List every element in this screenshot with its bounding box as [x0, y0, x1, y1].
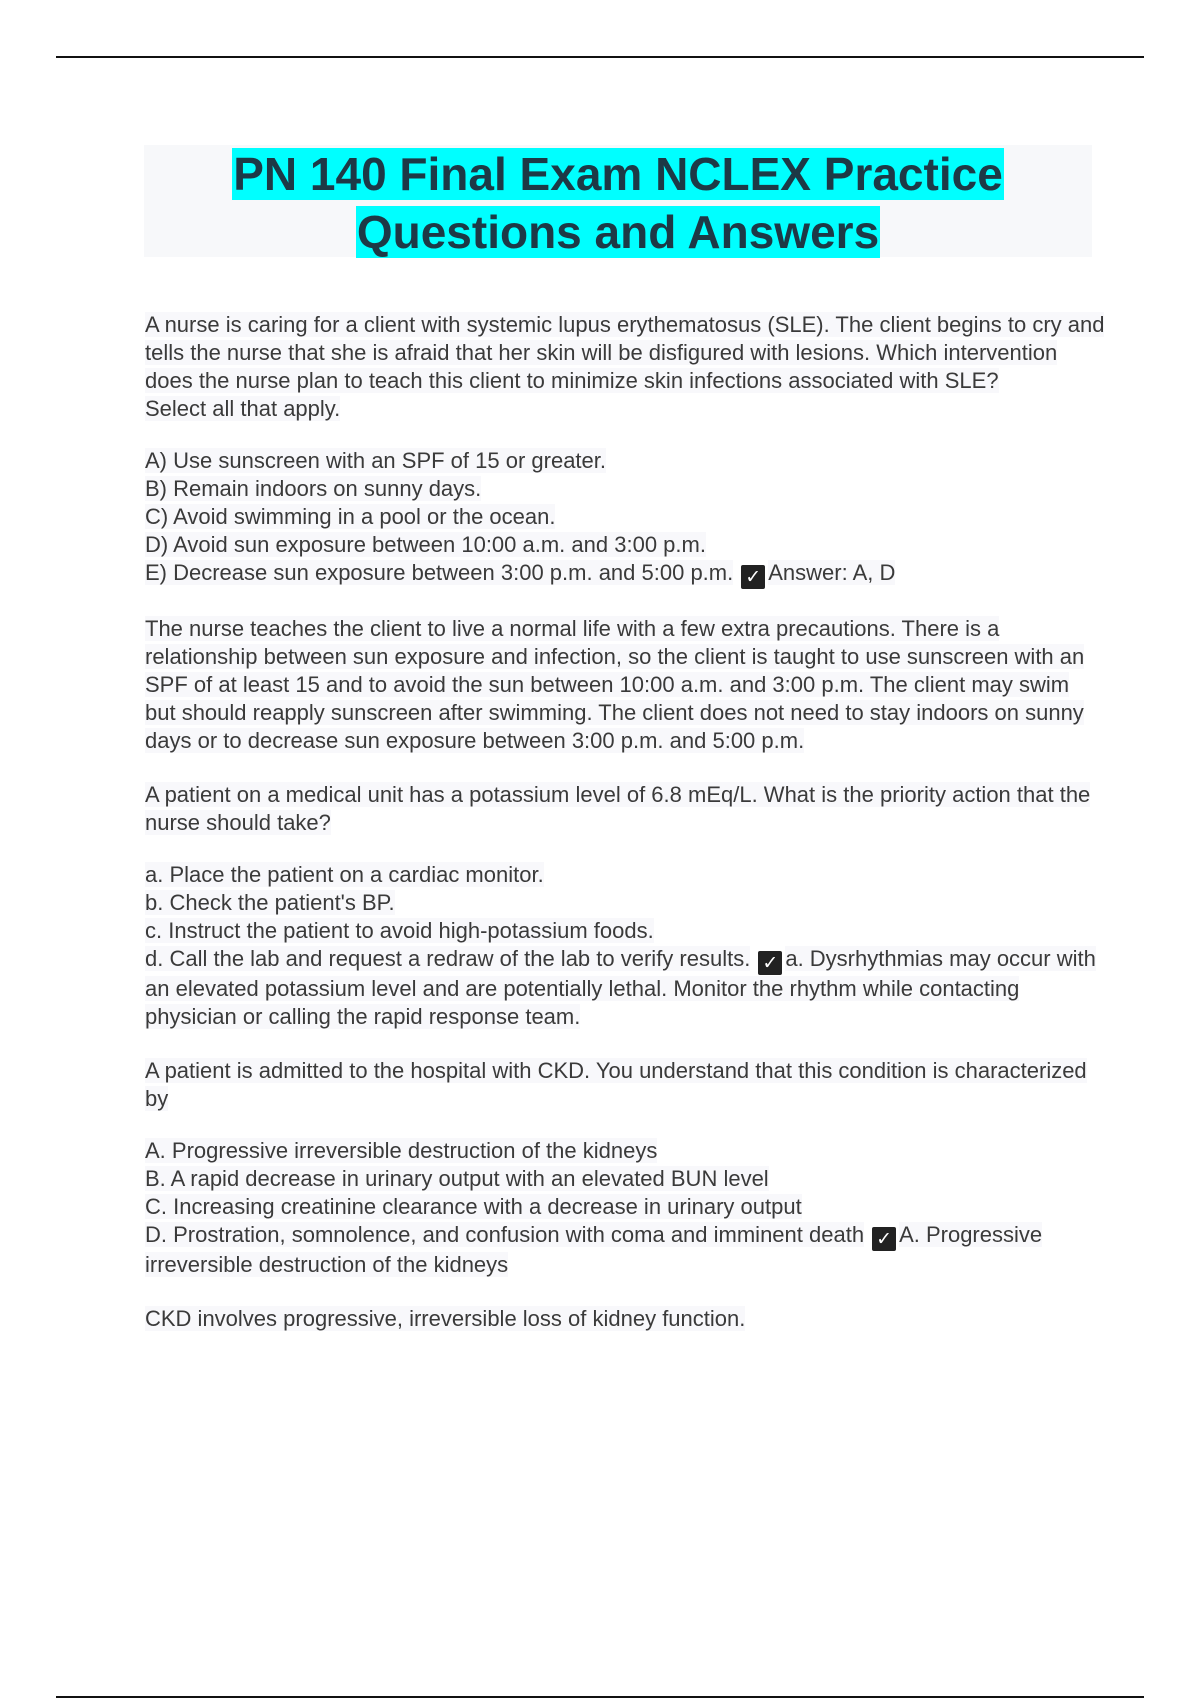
question-3-stem: A patient is admitted to the hospital with CKD. You understand that this condition is characterized by — [145, 1058, 1087, 1111]
question-3 — [145, 1057, 1105, 1113]
question-2 — [145, 781, 1105, 837]
top-rule — [56, 56, 1144, 58]
question-2-option-d: d. Call the lab and request a redraw of the lab to verify results. — [145, 946, 751, 971]
checkmark-icon: ✓ — [872, 1227, 896, 1251]
checkmark-icon: ✓ — [758, 951, 782, 975]
question-1-option-a: A) Use sunscreen with an SPF of 15 or greater. — [145, 448, 607, 473]
question-2-stem: A patient on a medical unit has a potassium level of 6.8 mEq/L. What is the priority action that the nurse should take? — [145, 782, 1091, 835]
question-1-option-b: B) Remain indoors on sunny days. — [145, 476, 482, 501]
question-1-options — [145, 447, 1105, 589]
question-1-option-e: E) Decrease sun exposure between 3:00 p.m. and 5:00 p.m. — [145, 560, 734, 585]
question-1 — [145, 311, 1105, 423]
question-3-option-b: B. A rapid decrease in urinary output with an elevated BUN level — [145, 1166, 769, 1191]
question-1-rationale-text: The nurse teaches the client to live a normal life with a few extra precautions. There is a relationship between sun exposure and infection, so the client is taught to use sunscreen with an SPF of at least 15 and to avoid the sun between 10:00 a.m. and 3:00 p.m. The client may swim but should reapply sunscreen after swimming. The client does not need to stay indoors on sunny days or to decrease sun exposure between 3:00 p.m. and 5:00 p.m. — [145, 616, 1085, 753]
question-1-stem: A nurse is caring for a client with systemic lupus erythematosus (SLE). The client begins to cry and tells the nurse that she is afraid that her skin will be disfigured with lesions. Which intervention does the nurse plan to teach this client to minimize skin infections associated with SLE? — [145, 312, 1105, 393]
question-1-instruction: Select all that apply. — [145, 396, 341, 421]
question-1-option-d: D) Avoid sun exposure between 10:00 a.m. and 3:00 p.m. — [145, 532, 706, 557]
question-3-rationale — [145, 1305, 1105, 1333]
question-1-answer: Answer: A, D — [768, 560, 896, 585]
question-2-option-c: c. Instruct the patient to avoid high-potassium foods. — [145, 918, 654, 943]
question-2-answer: a. Dysrhythmias may occur with an elevated potassium level and are potentially lethal. Monitor the rhythm while contacting physician or calling the rapid response team. — [145, 946, 1096, 1029]
checkmark-icon: ✓ — [741, 565, 765, 589]
question-3-option-c: C. Increasing creatinine clearance with a decrease in urinary output — [145, 1194, 802, 1219]
question-3-rationale-text: CKD involves progressive, irreversible loss of kidney function. — [145, 1306, 746, 1331]
title-band — [144, 145, 1092, 257]
question-2-options — [145, 861, 1105, 1031]
bottom-rule — [56, 1696, 1144, 1698]
question-2-option-b: b. Check the patient's BP. — [145, 890, 395, 915]
question-3-option-a: A. Progressive irreversible destruction of the kidneys — [145, 1138, 658, 1163]
page-title-line-1: PN 140 Final Exam NCLEX Practice — [233, 148, 1003, 200]
question-3-option-d: D. Prostration, somnolence, and confusion with coma and imminent death — [145, 1222, 865, 1247]
question-3-options — [145, 1137, 1105, 1279]
question-1-option-c: C) Avoid swimming in a pool or the ocean. — [145, 504, 556, 529]
page-title-line-2: Questions and Answers — [356, 206, 880, 258]
question-1-rationale — [145, 615, 1105, 755]
question-2-option-a: a. Place the patient on a cardiac monitor. — [145, 862, 544, 887]
document-content — [145, 311, 1105, 1333]
question-3-answer: A. Progressive irreversible destruction of the kidneys — [145, 1222, 1043, 1277]
